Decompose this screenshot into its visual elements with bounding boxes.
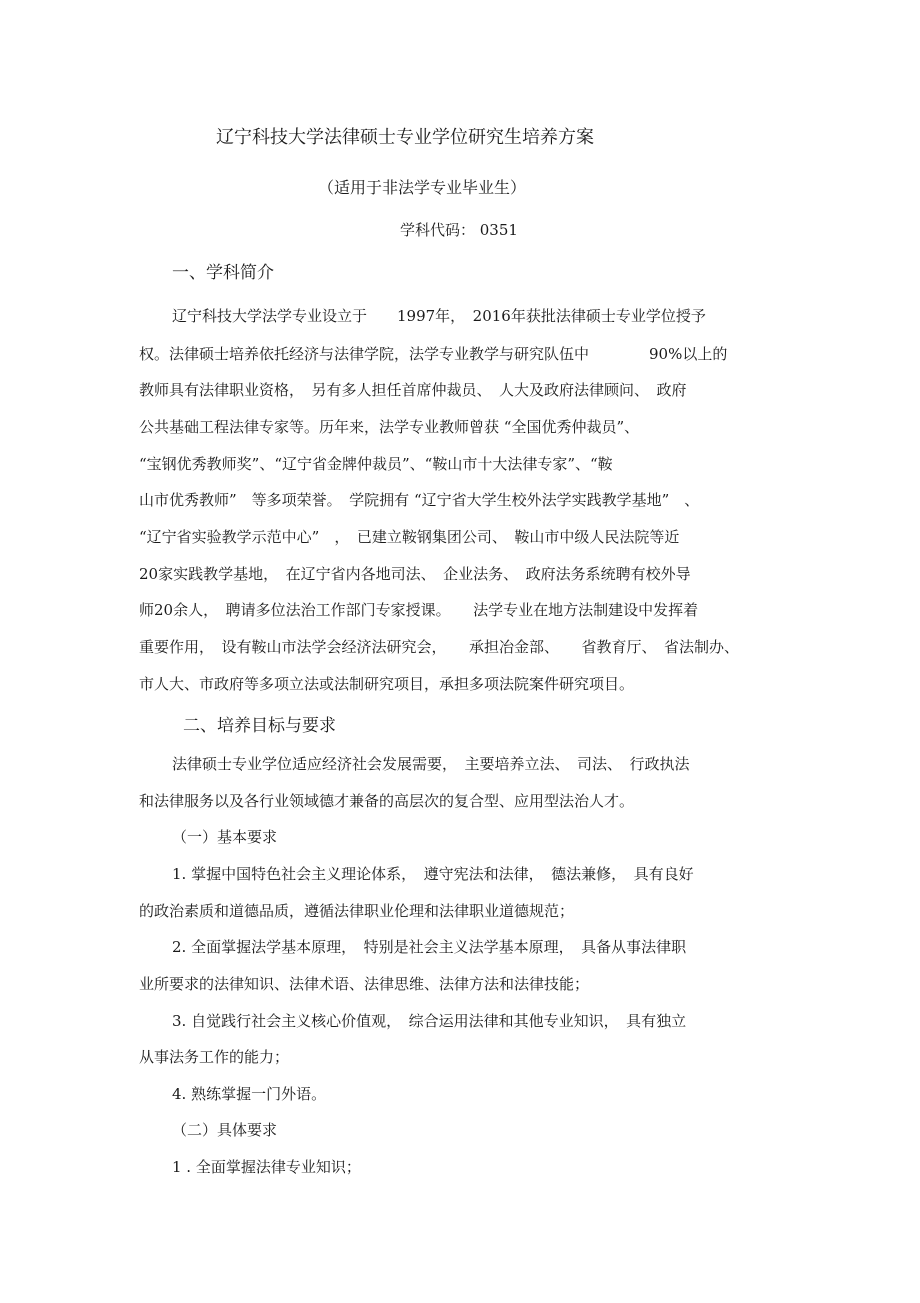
document-subtitle: （适用于非法学专业毕业生）: [318, 178, 527, 197]
s1-line: 教师具有法律职业资格， 另有多人担任首席仲裁员、 人大及政府法律顾问、 政府: [139, 381, 687, 399]
section-1-heading: 一、学科简介: [172, 263, 274, 283]
basic-line: 4. 熟练掌握一门外语。: [172, 1085, 327, 1103]
basic-requirements-heading: （一）基本要求: [172, 828, 278, 846]
basic-line: 3. 自觉践行社会主义核心价值观， 综合运用法律和其他专业知识， 具有独立: [172, 1012, 687, 1030]
s1-line: 公共基础工程法律专家等。历年来，法学专业教师曾获 “全国优秀仲裁员”、: [139, 418, 640, 436]
section-2-heading: 二、培养目标与要求: [183, 716, 336, 736]
basic-line: 业所要求的法律知识、法律术语、法律思维、法律方法和法律技能；: [139, 975, 590, 993]
document-title: 辽宁科技大学法律硕士专业学位研究生培养方案: [216, 127, 594, 148]
s2-intro-line: 和法律服务以及各行业领域德才兼备的高层次的复合型、应用型法治人才。: [139, 792, 635, 810]
basic-line: 2. 全面掌握法学基本原理， 特别是社会主义法学基本原理， 具备从事法律职: [172, 938, 687, 956]
s1-line: 权。法律硕士培养依托经济与法律学院，法学专业教学与研究队伍中 90%以上的: [139, 345, 728, 363]
s1-line: 师20余人， 聘请多位法治工作部门专家授课。 法学专业在地方法制建设中发挥着: [139, 601, 699, 619]
s1-line: “宝钢优秀教师奖”、“辽宁省金牌仲裁员”、“鞍山市十大法律专家”、“鞍: [139, 455, 613, 473]
discipline-code: 学科代码： 0351: [400, 221, 518, 239]
specific-line: 1 . 全面掌握法律专业知识；: [172, 1158, 361, 1176]
s1-line: 20家实践教学基地， 在辽宁省内各地司法、 企业法务、 政府法务系统聘有校外导: [139, 565, 691, 583]
basic-line: 从事法务工作的能力；: [139, 1048, 290, 1066]
s2-intro-line: 法律硕士专业学位适应经济社会发展需要， 主要培养立法、 司法、 行政执法: [172, 755, 690, 773]
s1-line: 重要作用， 设有鞍山市法学会经济法研究会， 承担冶金部、 省教育厅、 省法制办、: [139, 638, 740, 656]
s1-line: 山市优秀教师” 等多项荣誉。 学院拥有 “辽宁省大学生校外法学实践教学基地” 、: [139, 491, 700, 509]
basic-line: 的政治素质和道德品质，遵循法律职业伦理和法律职业道德规范；: [139, 902, 575, 920]
basic-line: 1. 掌握中国特色社会主义理论体系， 遵守宪法和法律， 德法兼修， 具有良好: [172, 865, 694, 883]
s1-line: “辽宁省实验教学示范中心” ， 已建立鞍钢集团公司、 鞍山市中级人民法院等近: [139, 528, 680, 546]
s1-line: 辽宁科技大学法学专业设立于 1997年， 2016年获批法律硕士专业学位授予: [172, 307, 706, 325]
specific-requirements-heading: （二）具体要求: [172, 1121, 278, 1139]
s1-line: 市人大、市政府等多项立法或法制研究项目，承担多项法院案件研究项目。: [139, 675, 635, 693]
